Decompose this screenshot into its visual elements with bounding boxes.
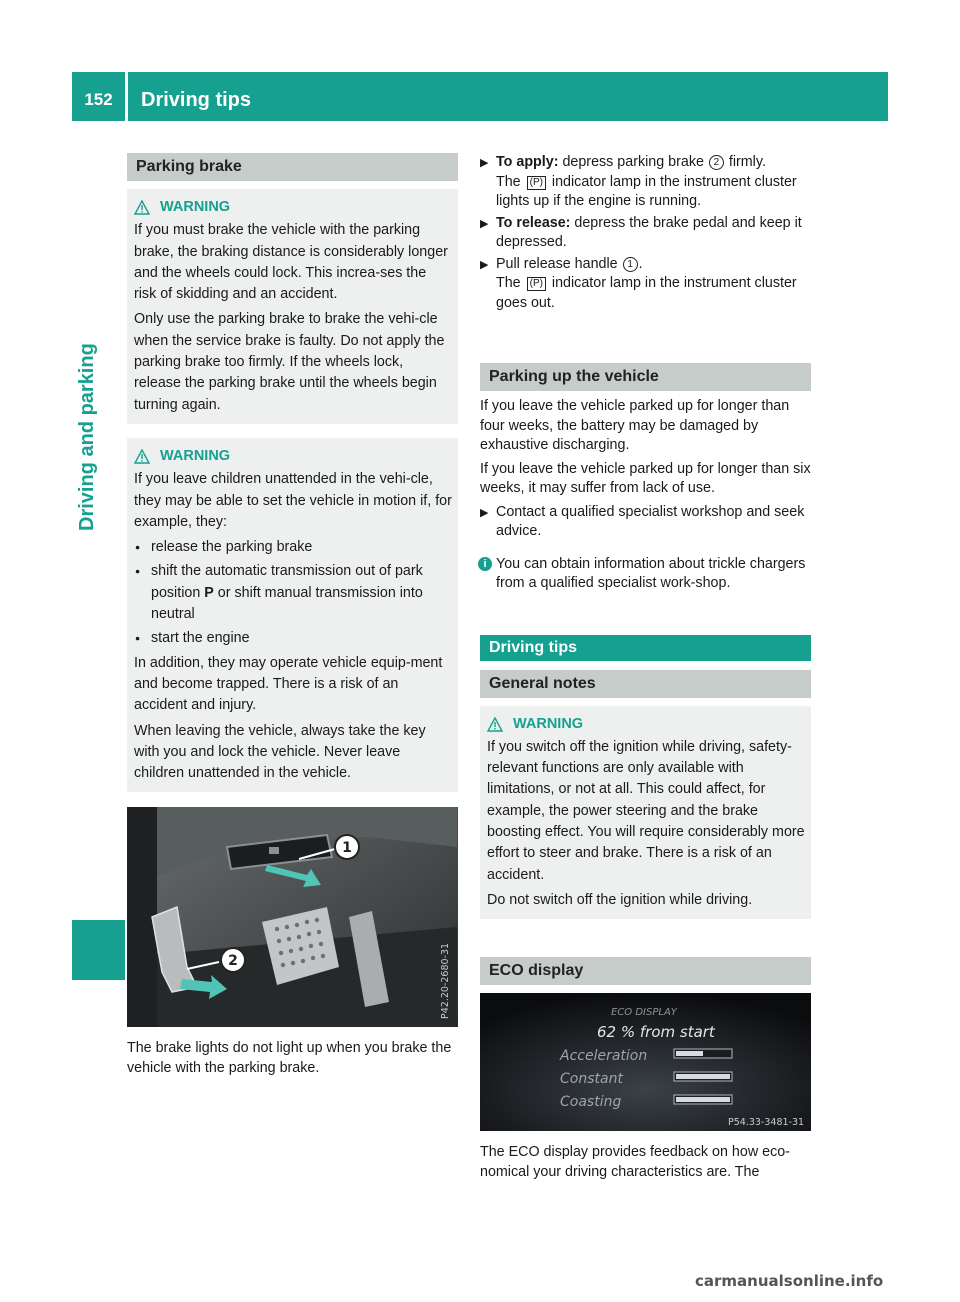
warning-text: When leaving the vehicle, always take the key with you and lock the vehicle. Never leave children unattended in the vehicle. [134, 722, 426, 782]
eco-bar-constant [676, 1074, 730, 1079]
warning-box-braking [127, 189, 458, 424]
side-tab-block [72, 920, 125, 980]
figure-parking-brake [127, 807, 458, 1027]
section-heading-driving-tips: Driving tips [480, 635, 811, 661]
instruction-step-pull: ▶ Pull release handle 1 . The (P) indicator lamp in the instrument cluster goes out. [480, 255, 797, 311]
eco-row-acceleration: Acceleration [560, 1048, 648, 1065]
list-item: ● release the parking brake [134, 537, 452, 558]
warning-box-ignition [480, 706, 811, 920]
eco-screen-value: 62 % from start [597, 1023, 715, 1042]
parking-brake-lamp-icon: (P) [527, 277, 546, 291]
warning-text: If you must brake the vehicle with the parking brake, the braking distance is considerably longer and the wheels could lock. This increa-ses the risk of skidding and an accident. [134, 222, 448, 303]
list-item: ● start the engine [134, 628, 452, 649]
callout-1: 1 [342, 840, 352, 857]
figure-eco-display [480, 993, 811, 1131]
watermark: carmanualsonline.info [695, 1272, 884, 1290]
warning-text: If you switch off the ignition while driving, safety-relevant functions are only available with limitations, or not at all. This could affect, for example, the power steering and the brake boosting effect. You will require considerably more effort to steer and brake. There is a risk of an accident. [487, 738, 805, 883]
warning-text: Only use the parking brake to brake the vehi-cle when the service brake is faulty. Do not apply the parking brake too firmly. If the wheels lock, release the parking brake until the wheels begin turning again. [134, 311, 445, 413]
eco-row-constant: Constant [560, 1071, 623, 1088]
warning-title: WARNING [487, 714, 805, 735]
warning-text: Do not switch off the ignition while driving. [487, 891, 753, 908]
warning-triangle-icon [134, 449, 150, 464]
page-number: 152 [84, 90, 113, 109]
warning-title: WARNING [134, 446, 452, 467]
figure-code: P54.33-3481-31 [728, 1117, 805, 1129]
list-item: ● shift the automatic transmission out of park position P or shift manual transmission into neutral [134, 561, 452, 625]
warning-text: In addition, they may operate vehicle equip-ment and become trapped. There is a risk of an accident and injury. [134, 654, 443, 714]
paragraph: The ECO display provides feedback on how eco-nomical your driving characteristics are. The [480, 1144, 790, 1180]
eco-display-screen [480, 993, 811, 1131]
info-note: i You can obtain information about trickle chargers from a qualified specialist work-shop. [480, 555, 811, 594]
parking-brake-illustration [127, 807, 458, 1027]
section-heading-general-notes: General notes [480, 670, 811, 698]
figure-caption: The brake lights do not light up when you brake the vehicle with the parking brake. [127, 1040, 452, 1076]
callout-2: 2 [228, 953, 238, 970]
page-title: Driving tips [141, 89, 252, 111]
warning-box-children [127, 438, 458, 792]
figure-code: P42.20-2680-31 [440, 943, 451, 1020]
eco-row-coasting: Coasting [560, 1094, 622, 1111]
eco-bar-coasting [676, 1097, 730, 1102]
parking-brake-lamp-icon: (P) [527, 176, 546, 190]
warning-triangle-icon [487, 717, 503, 732]
warning-title: WARNING [134, 197, 452, 218]
section-heading-eco-display: ECO display [480, 957, 811, 985]
paragraph: If you leave the vehicle parked up for longer than four weeks, the battery may be damaged by exhaustive discharging. [480, 398, 790, 453]
instruction-step-release: ▶ To release: depress the brake pedal and keep it depressed. [480, 214, 802, 250]
warning-triangle-icon [134, 200, 150, 215]
info-icon: i [478, 557, 492, 571]
instruction-step-contact: ▶ Contact a qualified specialist workshop and seek advice. [480, 503, 805, 539]
left-column [127, 153, 458, 1082]
callout-ref-1: 1 [623, 257, 638, 272]
eco-screen-title: ECO DISPLAY [611, 1007, 677, 1019]
right-column [480, 153, 811, 1186]
header-divider [125, 72, 128, 121]
warning-text: If you leave children unattended in the vehi-cle, they may be able to set the vehicle in motion if, for example, they: [134, 471, 452, 530]
section-heading-parking-up: Parking up the vehicle [480, 363, 811, 391]
step-arrow-icon: ▶ [480, 217, 489, 230]
step-arrow-icon: ▶ [480, 157, 489, 169]
step-arrow-icon: ▶ [480, 258, 489, 271]
paragraph: If you leave the vehicle parked up for longer than six weeks, it may suffer from lack of use. [480, 460, 811, 496]
section-heading-parking-brake: Parking brake [127, 153, 458, 181]
instruction-step-apply: ▶ To apply: depress parking brake 2 firmly. The (P) indicator lamp in the instrument cluster lights up if the engine is running. [480, 154, 797, 209]
side-tab [72, 121, 125, 561]
side-tab-label: Driving and parking [76, 343, 98, 531]
callout-ref-2: 2 [709, 155, 724, 170]
eco-bar-acceleration [676, 1051, 703, 1056]
step-arrow-icon: ▶ [480, 506, 489, 519]
